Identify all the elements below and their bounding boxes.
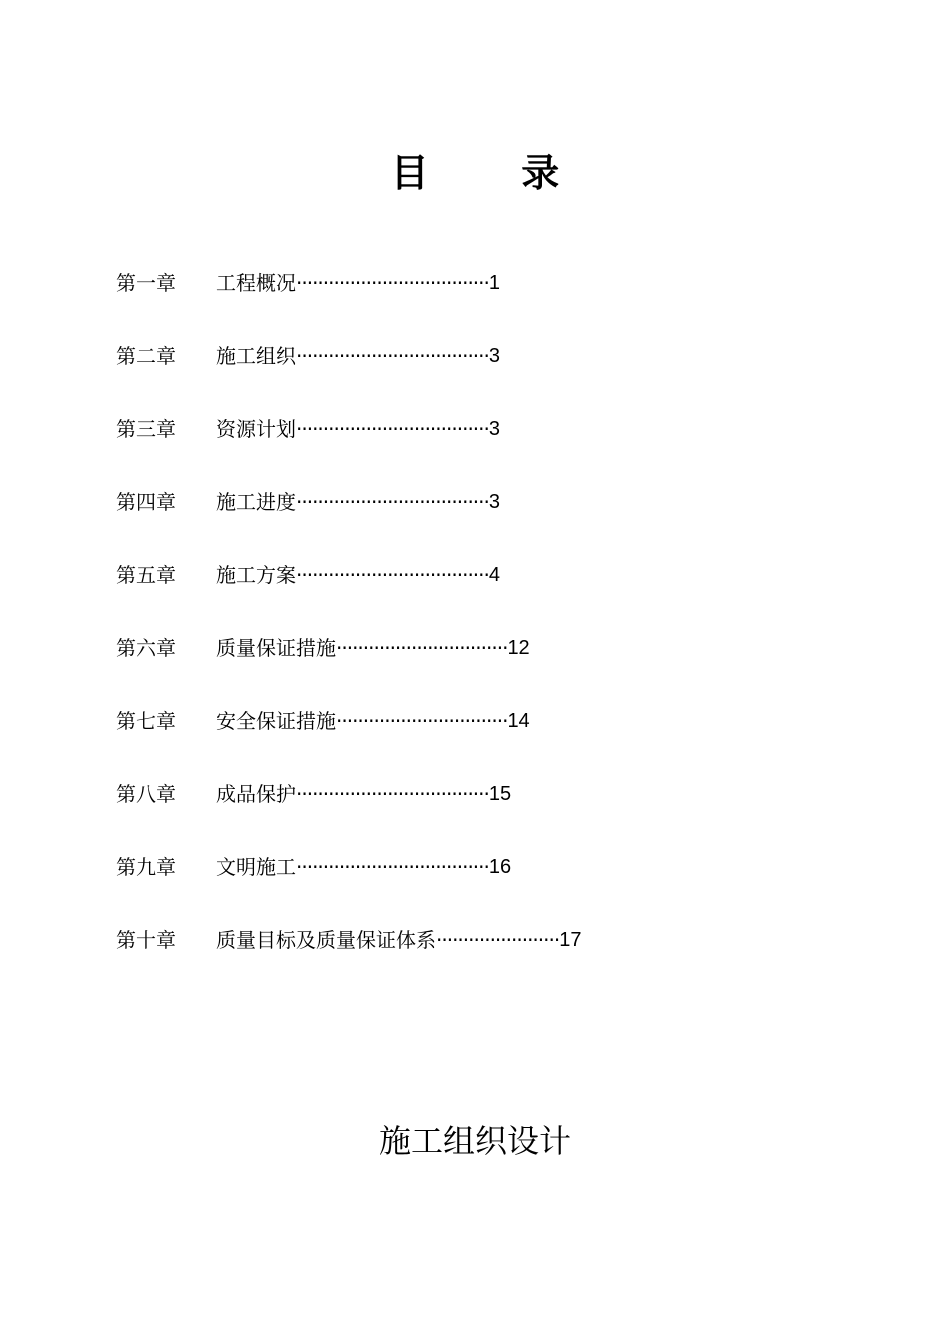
toc-page-number: 1 [488, 272, 500, 294]
toc-entry[interactable] [116, 775, 836, 848]
toc-chapter-number: 第二章 [116, 344, 176, 368]
toc-chapter-number: 第十章 [116, 928, 176, 952]
toc-entry[interactable] [116, 921, 836, 994]
toc-chapter-number: 第四章 [116, 490, 176, 514]
toc-dot-leader: ···································· [296, 271, 489, 295]
toc-page-number: 3 [488, 345, 500, 367]
toc-entry[interactable] [116, 483, 836, 556]
toc-page-number: 3 [488, 491, 500, 513]
toc-chapter-title: 施工组织 [216, 344, 296, 368]
toc-chapter-title: 文明施工 [216, 855, 296, 879]
toc-chapter-number: 第八章 [116, 782, 176, 806]
toc-page-number: 15 [488, 783, 512, 805]
toc-dot-leader: ···································· [296, 782, 489, 806]
toc-chapter-title: 工程概况 [216, 271, 296, 295]
toc-chapter-title: 施工方案 [216, 563, 296, 587]
toc-chapter-number: 第九章 [116, 855, 176, 879]
toc-entry[interactable] [116, 337, 836, 410]
toc-page-number: 4 [488, 564, 500, 586]
toc-chapter-number: 第三章 [116, 417, 176, 441]
toc-chapter-title: 质量保证措施 [216, 636, 336, 660]
toc-chapter-number: 第七章 [116, 709, 176, 733]
toc-entry[interactable] [116, 410, 836, 483]
toc-chapter-number: 第六章 [116, 636, 176, 660]
toc-dot-leader: ···································· [296, 344, 489, 368]
toc-page-number: 16 [488, 856, 512, 878]
toc-dot-leader: ···································· [296, 417, 489, 441]
toc-list [116, 264, 836, 994]
toc-dot-leader: ································ [336, 636, 508, 660]
toc-page-number: 12 [507, 637, 530, 659]
toc-chapter-title: 质量目标及质量保证体系 [216, 928, 436, 952]
toc-chapter-title: 成品保护 [216, 782, 296, 806]
toc-chapter-title: 施工进度 [216, 490, 296, 514]
toc-entry[interactable] [116, 629, 836, 702]
toc-entry[interactable] [116, 848, 836, 921]
toc-chapter-number: 第一章 [116, 271, 176, 295]
toc-dot-leader: ································ [336, 709, 508, 733]
toc-title: 目 录 [390, 151, 560, 196]
toc-chapter-title: 安全保证措施 [216, 709, 336, 733]
toc-chapter-title: 资源计划 [216, 417, 296, 441]
toc-dot-leader: ···································· [296, 490, 489, 514]
toc-entry[interactable] [116, 556, 836, 629]
toc-page-number: 3 [488, 418, 500, 440]
toc-chapter-number: 第五章 [116, 563, 176, 587]
toc-dot-leader: ···································· [296, 563, 489, 587]
toc-entry[interactable] [116, 264, 836, 337]
document-heading: 施工组织设计 [378, 1121, 571, 1160]
toc-page-number: 14 [507, 710, 530, 732]
toc-dot-leader: ···································· [296, 855, 489, 879]
toc-dot-leader: ······················· [436, 928, 560, 952]
toc-page-number: 17 [559, 929, 582, 951]
toc-entry[interactable] [116, 702, 836, 775]
